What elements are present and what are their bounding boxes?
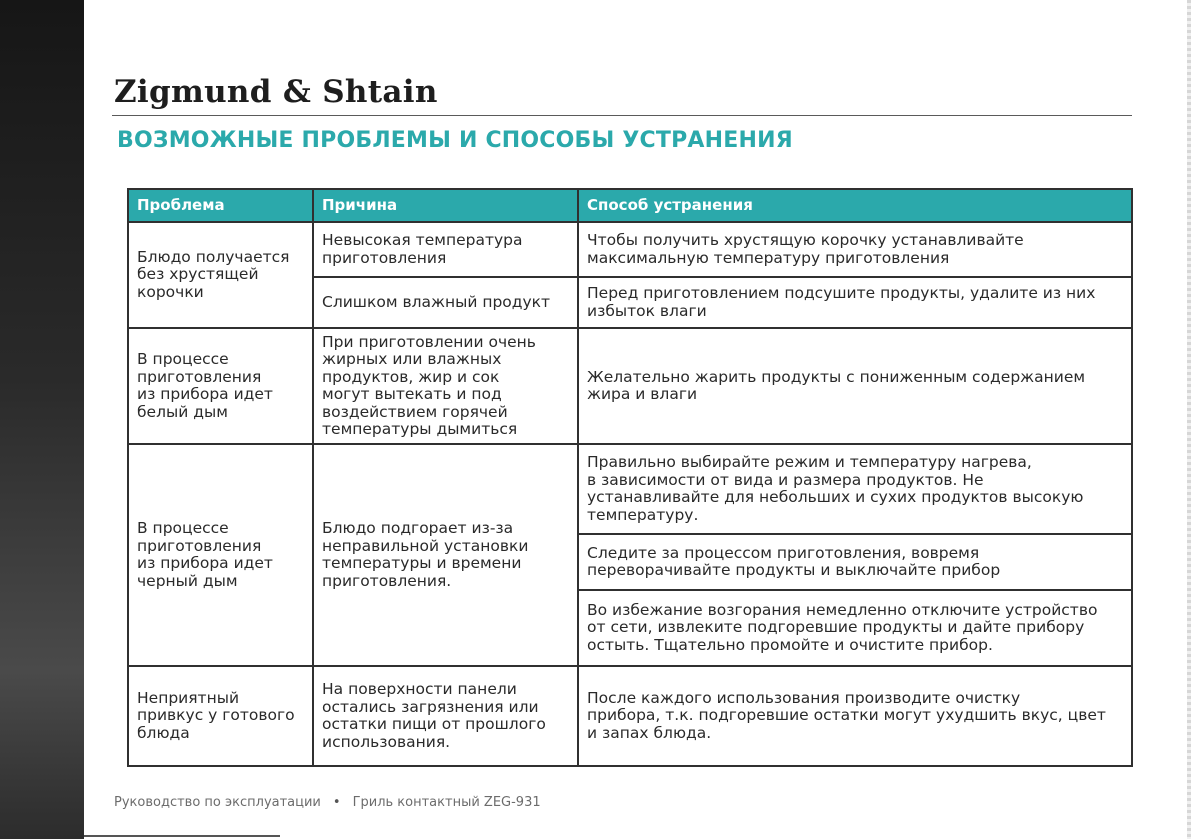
- cause-text: На поверхности панели остались загрязнения или остатки пищи от прошлого использования.: [322, 680, 546, 751]
- solution-text: Правильно выбирайте режим и температуру нагрева, в зависимости от вида и размера продуктов. Не устанавливайте для небольших и сухих продуктов высокую температуру.: [587, 453, 1084, 524]
- cause-text: При приготовлении очень жирных или влажных продуктов, жир и сок могут вытекать и под воздействием горячей температуры дымиться: [322, 332, 536, 438]
- problem-cell: [128, 666, 313, 766]
- problem-text: Блюдо получается без хрустящей корочки: [137, 247, 290, 301]
- table-row: [128, 328, 1132, 444]
- page-edge: [1187, 0, 1191, 839]
- solution-cell: [578, 590, 1132, 666]
- dark-side-strip: [0, 0, 84, 839]
- solution-text: После каждого использования производите очистку прибора, т.к. подгоревшие остатки могут ухудшить вкус, цвет и запах блюда.: [587, 688, 1106, 742]
- cause-cell: [313, 277, 578, 328]
- table-header-row: [128, 189, 1132, 222]
- header-cause: Причина: [313, 189, 578, 222]
- footer-product: Гриль контактный ZEG-931: [352, 795, 541, 810]
- solution-text: Во избежание возгорания немедленно отключите устройство от сети, извлеките подгоревшие продукты и дайте прибору остыть. Тщательно промойте и очистите прибор.: [587, 600, 1098, 654]
- page-footer: [114, 795, 541, 810]
- solution-cell: [578, 534, 1132, 590]
- header-solution: Способ устранения: [578, 189, 1132, 222]
- problem-text: В процессе приготовления из прибора идет белый дым: [137, 350, 273, 421]
- table-row: [128, 222, 1132, 277]
- solution-cell: [578, 328, 1132, 444]
- problem-text: Неприятный привкус у готового блюда: [137, 688, 295, 742]
- solution-text: Следите за процессом приготовления, вовремя переворачивайте продукты и выключайте прибор: [587, 543, 1001, 579]
- cause-text: Невысокая температура приготовления: [322, 231, 523, 267]
- footer-manual: Руководство по эксплуатации: [114, 795, 321, 810]
- problem-cell: [128, 222, 313, 328]
- cause-cell: [313, 328, 578, 444]
- problem-text: В процессе приготовления из прибора идет черный дым: [137, 519, 273, 590]
- problem-cell: [128, 328, 313, 444]
- page-title: ВОЗМОЖНЫЕ ПРОБЛЕМЫ И СПОСОБЫ УСТРАНЕНИЯ: [117, 128, 793, 153]
- solution-text: Желательно жарить продукты с пониженным содержанием жира и влаги: [587, 367, 1086, 403]
- brand-logo: Zigmund & Shtain: [114, 74, 438, 110]
- troubleshooting-table: [127, 188, 1133, 767]
- solution-text: Чтобы получить хрустящую корочку устанавливайте максимальную температуру приготовления: [587, 231, 1024, 267]
- footer-bullet: •: [332, 795, 341, 810]
- solution-cell: [578, 222, 1132, 277]
- cause-text: Слишком влажный продукт: [322, 292, 551, 311]
- solution-cell: [578, 666, 1132, 766]
- solution-cell: [578, 277, 1132, 328]
- cause-cell: [313, 666, 578, 766]
- solution-cell: [578, 444, 1132, 534]
- cause-text: Блюдо подгорает из-за неправильной установки температуры и времени приготовления.: [322, 519, 529, 590]
- cause-cell: [313, 222, 578, 277]
- header-divider: [112, 115, 1132, 116]
- header-problem: Проблема: [128, 189, 313, 222]
- cause-cell: [313, 444, 578, 666]
- solution-text: Перед приготовлением подсушите продукты, удалите из них избыток влаги: [587, 284, 1096, 320]
- table-row: [128, 444, 1132, 534]
- problem-cell: [128, 444, 313, 666]
- bottom-divider: [84, 835, 280, 837]
- table-row: [128, 666, 1132, 766]
